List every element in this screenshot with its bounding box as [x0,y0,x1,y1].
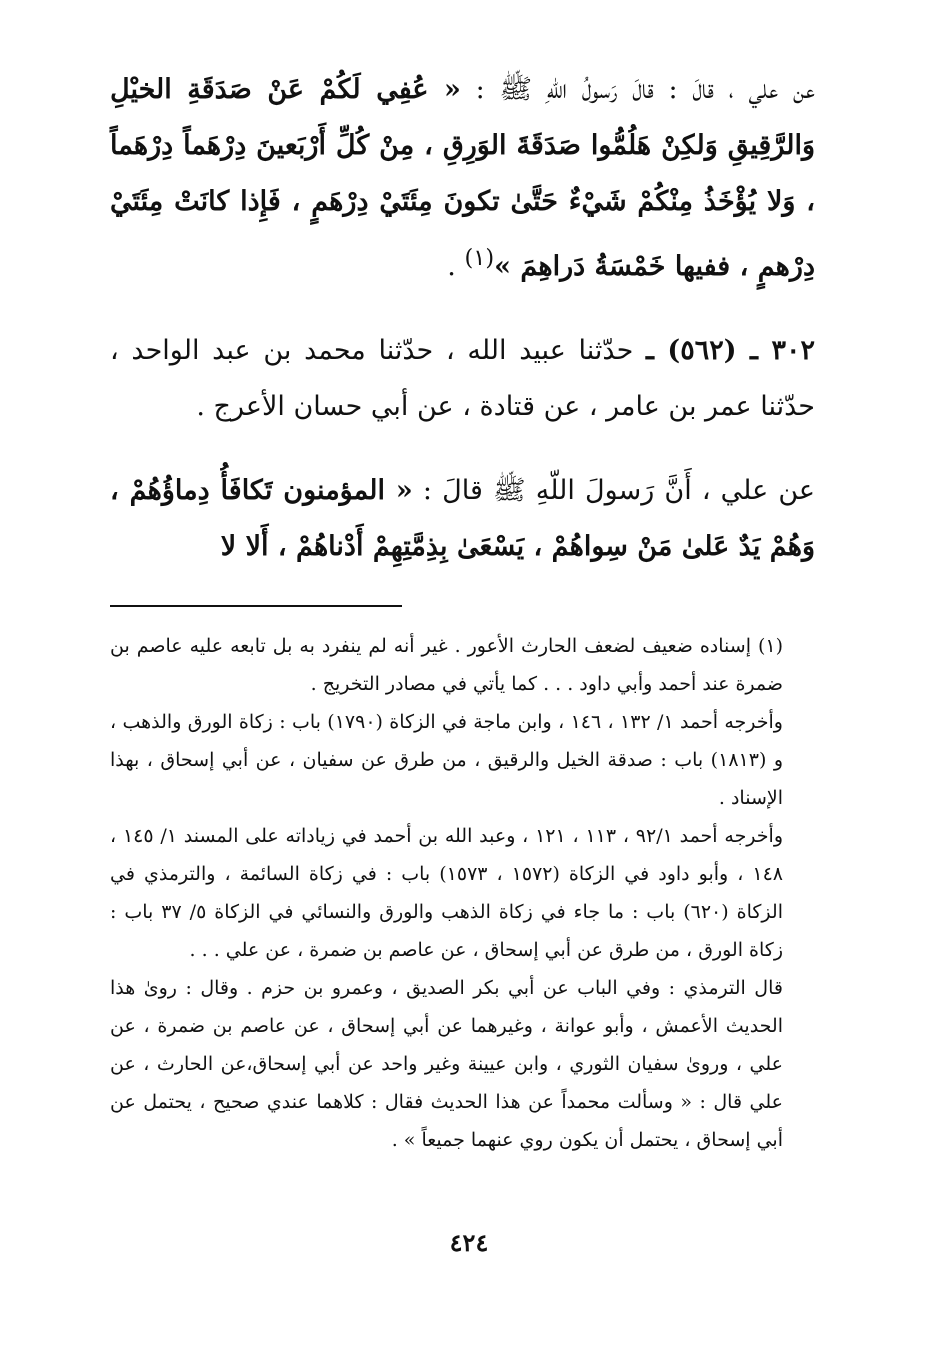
footnotes [110,627,815,1159]
footnote-tirmidhi: قال الترمذي : وفي الباب عن أبي بكر الصديق ، وعمرو بن حزم . وقال : روىٰ هذا الحديث الأعمش ، وأبو عوانة ، وغيرهما عن أبي إسحاق ، عن عاصم بن ضمرة ، عن علي ، وروىٰ سفيان الثوري ، وابن عيينة وغير واحد عن أبي إسحاق،عن الحارث ، عن علي قال : « وسألت محمداً عن هذا الحديث فقال : كلاهما عندي صحيح ، يحتمل عن أبي إسحاق ، يحتمل أن يكون روي عنهما جميعاً » . [110,977,783,1151]
hadith-paragraph-2 [110,463,815,575]
hadith-2-lead: عن علي ، أَنَّ رَسولَ اللّهِ ﷺ قالَ : [412,475,815,506]
isnad-text: حدّثنا عبيد الله ، حدّثنا محمد بن عبد الواحد ، حدّثنا عمر بن عامر ، عن قتادة ، عن أبي حسان الأعرج . [110,335,815,422]
spacer [110,295,815,323]
footnote-1: (١) إسناده ضعيف لضعف الحارث الأعور . غير أنه لم ينفرد به بل تابعه عليه عاصم بن ضمرة عند أحمد وأبي داود . . . كما يأتي في مصادر التخريج . [110,635,783,695]
hadith-2-text: « المؤمنون تَكافَأُ دِماؤُهُمْ ، وَهُمْ يَدٌ عَلىٰ مَنْ سِواهُمْ ، يَسْعَىٰ بِذِمَّتِهِمْ أَدْناهُمْ ، أَلا لا [110,475,815,562]
footnote-takhrij-2: وأخرجه أحمد ٩٢/١ ، ١١٣ ، ١٢١ ، وعبد الله بن أحمد في زياداته على المسند ١/ ١٤٥ ، ١٤٨ ، وأبو داود في الزكاة (١٥٧٢ ، ١٥٧٣) باب : في زكاة السائمة ، والترمذي في الزكاة (٦٢٠) باب : ما جاء في زكاة الذهب والورق والنسائي في الزكاة ٥/ ٣٧ باب : زكاة الورق ، من طرق عن أبي إسحاق ، عن عاصم بن ضمرة ، عن علي . . . [110,825,784,961]
footnote-ref-1: (١) [464,245,495,271]
hadith-paragraph-1 [110,62,815,295]
footnote-takhrij-1: وأخرجه أحمد ١/ ١٣٢ ، ١٤٦ ، وابن ماجة في الزكاة (١٧٩٠) باب : زكاة الورق والذهب ، و (١٨١٣) باب : صدقة الخيل والرقيق ، من طرق عن سفيان ، عن أبي إسحاق ، بهذا الإسناد . [110,711,783,809]
hadith-1-text: « عُفِي لَكُمْ عَنْ صَدَقَةِ الخيْلِ وَالرَّقِيقِ وَلكِنْ هَلُمُّوا صَدَقَةَ الوَرِقِ ، مِنْ كُلِّ أَرْبَعينَ دِرْهَماً دِرْهَماً ، وَلا يُؤْخَذُ مِنْكُمْ شَيْءٌ حَتَّىٰ تكونَ مِئَتَيْ دِرْهَمٍ ، فَإِذا كانَتْ مِئَتَيْ دِرْهمٍ ، ففيها خَمْسَةُ دَراهِمَ » [110,74,815,282]
isnad-paragraph [110,323,815,435]
hadith-1-tail: . [447,251,465,282]
spacer [110,435,815,463]
hadith-number: ٣٠٢ ـ (٥٦٢) ـ [645,335,815,366]
page-number: ٤٢٤ [449,1228,489,1257]
hadith-1-lead: عن علي ، قالَ : قالَ رَسولُ اللّهِ ﷺ : [460,74,815,105]
page-body [110,62,815,1159]
footnote-separator [110,605,402,607]
